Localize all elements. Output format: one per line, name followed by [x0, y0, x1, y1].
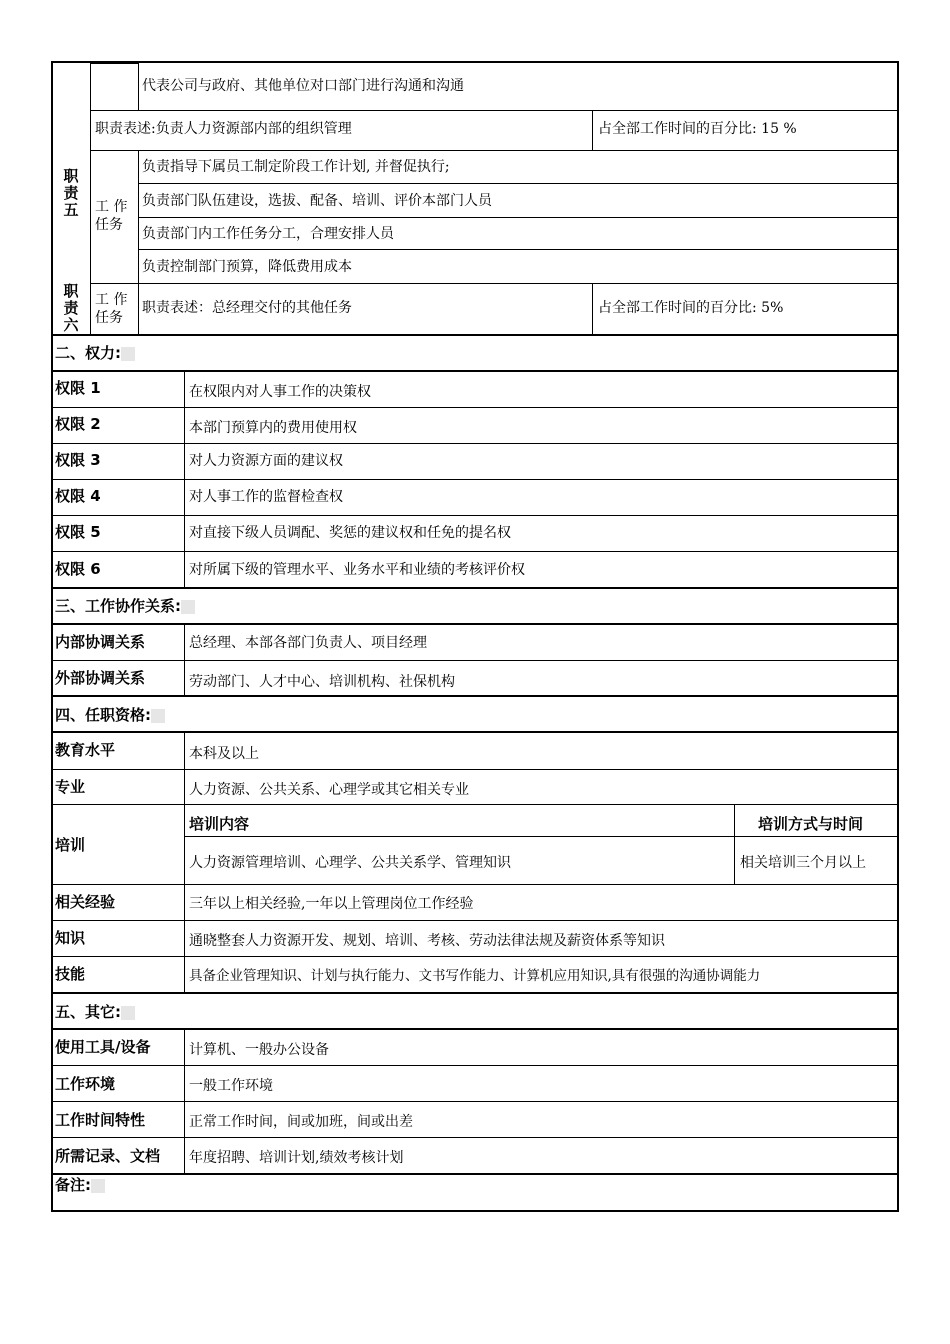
power-label: 权限 3 — [55, 451, 101, 469]
grid-line — [51, 1173, 899, 1175]
power-value: 对所属下级的管理水平、业务水平和业绩的考核评价权 — [189, 562, 525, 578]
duty5-task-label: 工 作 任务 — [95, 199, 128, 233]
duty5-task-3: 负责部门内工作任务分工，合理安排人员 — [142, 226, 394, 242]
grid-line — [592, 283, 593, 335]
power-value: 本部门预算内的费用使用权 — [189, 420, 357, 436]
other-value: 正常工作时间，间或加班，间或出差 — [189, 1114, 413, 1130]
duty5-task-4: 负责控制部门预算，降低费用成本 — [142, 259, 352, 275]
other-label: 工作环境 — [55, 1075, 116, 1093]
grid-line — [51, 587, 899, 589]
duty6-description: 职责表述：总经理交付的其他任务 — [142, 300, 352, 316]
other-label: 使用工具/设备 — [55, 1038, 151, 1056]
skill-label: 技能 — [55, 965, 86, 983]
other-label: 所需记录、文档 — [55, 1147, 161, 1165]
major-label: 专业 — [55, 778, 86, 796]
section3-title: 三、工作协作关系: — [55, 597, 195, 615]
grid-line — [51, 769, 899, 770]
duty5-label: 职 责 五 — [63, 167, 79, 219]
training-content: 人力资源管理培训、心理学、公共关系学、管理知识 — [189, 855, 511, 871]
other-value: 计算机、一般办公设备 — [189, 1042, 329, 1058]
section5-title: 五、其它: — [55, 1003, 135, 1021]
section4-title: 四、任职资格: — [55, 706, 165, 724]
section2-title: 二、权力: — [55, 344, 135, 362]
training-method-header: 培训方式与时间 — [758, 815, 864, 833]
knowledge-value: 通晓整套人力资源开发、规划、培训、考核、劳动法律法规及薪资体系等知识 — [189, 933, 665, 949]
grid-line — [51, 515, 899, 516]
power-label: 权限 6 — [55, 560, 101, 578]
coordination-label: 内部协调关系 — [55, 633, 146, 651]
grid-line — [184, 836, 899, 837]
grid-line — [51, 1028, 899, 1030]
grid-line — [592, 110, 593, 150]
coordination-value: 劳动部门、人才中心、培训机构、社保机构 — [189, 674, 455, 690]
training-content-header: 培训内容 — [189, 815, 250, 833]
grid-line — [138, 249, 898, 250]
grid-line — [51, 660, 899, 661]
grid-line — [51, 407, 899, 408]
duty6-percent: 占全部工作时间的百分比: 5% — [598, 300, 784, 316]
coordination-label: 外部协调关系 — [55, 669, 146, 687]
grid-line — [90, 110, 898, 111]
grid-line — [51, 1101, 899, 1102]
training-method: 相关培训三个月以上 — [740, 855, 866, 871]
power-label: 权限 2 — [55, 415, 101, 433]
grid-line — [51, 370, 899, 372]
power-value: 在权限内对人事工作的决策权 — [189, 384, 371, 400]
coordination-value: 总经理、本部各部门负责人、项目经理 — [189, 635, 427, 651]
duty5-task-1: 负责指导下属员工制定阶段工作计划, 并督促执行; — [142, 159, 450, 175]
grid-line — [51, 695, 899, 697]
grid-line — [184, 731, 185, 993]
grid-line — [51, 956, 899, 957]
grid-line — [51, 479, 899, 480]
grid-line — [90, 150, 898, 151]
grid-line — [51, 804, 899, 805]
training-label: 培训 — [55, 836, 86, 854]
duty5-percent: 占全部工作时间的百分比: 15 % — [598, 121, 797, 137]
power-value: 对人力资源方面的建议权 — [189, 453, 343, 469]
knowledge-label: 知识 — [55, 929, 86, 947]
grid-line — [51, 334, 899, 336]
education-value: 本科及以上 — [189, 746, 259, 762]
grid-line — [51, 1065, 899, 1066]
power-value: 对人事工作的监督检查权 — [189, 489, 343, 505]
grid-line — [51, 884, 899, 885]
duty6-label: 职 责 六 — [63, 282, 79, 334]
grid-line — [90, 283, 898, 284]
grid-line — [51, 992, 899, 994]
power-value: 对直接下级人员调配、奖惩的建议权和任免的提名权 — [189, 525, 511, 541]
duty5-description: 职责表述:负责人力资源部内部的组织管理 — [95, 121, 352, 137]
grid-line — [51, 731, 899, 733]
major-value: 人力资源、公共关系、心理学或其它相关专业 — [189, 782, 469, 798]
grid-line — [90, 62, 91, 335]
grid-line — [51, 1137, 899, 1138]
experience-value: 三年以上相关经验,一年以上管理岗位工作经验 — [189, 896, 474, 912]
other-value: 一般工作环境 — [189, 1078, 273, 1094]
grid-line — [138, 217, 898, 218]
grid-line — [734, 804, 735, 884]
grid-line — [51, 443, 899, 444]
grid-line — [51, 920, 899, 921]
power-label: 权限 1 — [55, 379, 101, 397]
remarks-label: 备注: — [55, 1176, 105, 1194]
skill-value: 具备企业管理知识、计划与执行能力、文书写作能力、计算机应用知识,具有很强的沟通协调能力 — [189, 968, 761, 984]
other-value: 年度招聘、培训计划,绩效考核计划 — [189, 1150, 404, 1166]
top-task-text: 代表公司与政府、其他单位对口部门进行沟通和沟通 — [142, 78, 464, 94]
duty6-task-label: 工 作 任务 — [95, 292, 128, 326]
power-label: 权限 5 — [55, 523, 101, 541]
grid-line — [138, 62, 139, 110]
grid-line — [138, 150, 139, 335]
experience-label: 相关经验 — [55, 893, 116, 911]
power-label: 权限 4 — [55, 487, 101, 505]
grid-line — [51, 623, 899, 625]
grid-line — [51, 551, 899, 552]
grid-line — [90, 61, 138, 64]
grid-line — [138, 183, 898, 184]
other-label: 工作时间特性 — [55, 1111, 146, 1129]
duty5-task-2: 负责部门队伍建设，选拔、配备、培训、评价本部门人员 — [142, 193, 492, 209]
education-label: 教育水平 — [55, 741, 116, 759]
